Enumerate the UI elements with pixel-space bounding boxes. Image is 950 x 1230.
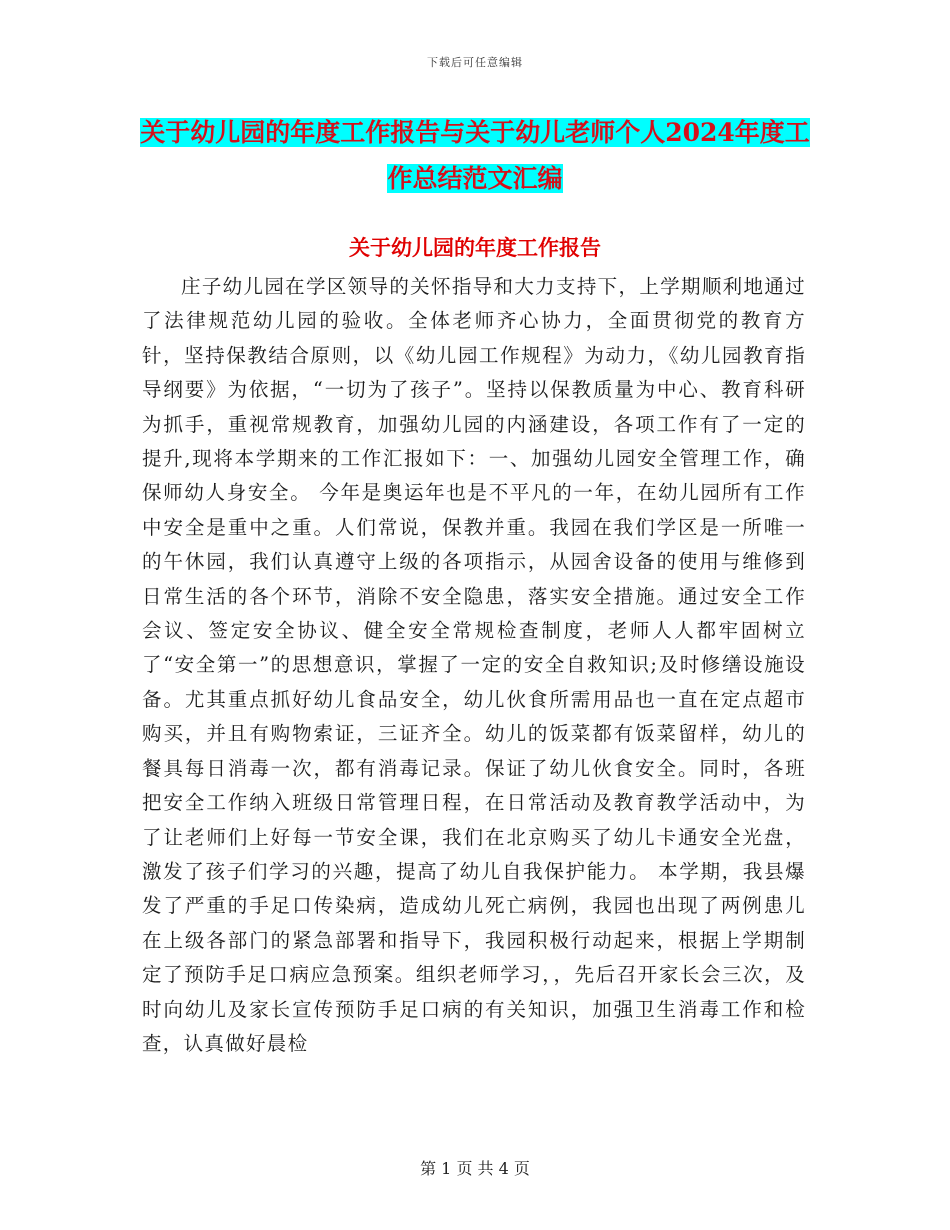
header-note: 下载后可任意编辑 xyxy=(427,56,523,69)
document-title xyxy=(140,110,810,202)
document-title-text: 关于幼儿园的年度工作报告与关于幼儿老师个人2024年度工作总结范文汇编 xyxy=(140,118,810,193)
section-title: 关于幼儿园的年度工作报告 xyxy=(349,235,601,260)
body-paragraph: 庄子幼儿园在学区领导的关怀指导和大力支持下，上学期顺利地通过了法律规范幼儿园的验收。全体老师齐心协力，全面贯彻党的教育方针，坚持保教结合原则，以《幼儿园工作规程》为动力，《幼儿园教育指导纲要》为依据，“一切为了孩子”。坚持以保教质量为中心、教育科研为抓手，重视常规教育，加强幼儿园的内涵建设，各项工作有了一定的提升,现将本学期来的工作汇报如下：一、加强幼儿园安全管理工作，确保师幼人身安全。 今年是奥运年也是不平凡的一年，在幼儿园所有工作中安全是重中之重。人们常说，保教并重。我园在我们学区是一所唯一的午休园，我们认真遵守上级的各项指示，从园舍设备的使用与维修到日常生活的各个环节，消除不安全隐患，落实安全措施。通过安全工作会议、签定安全协议、健全安全常规检查制度，老师人人都牢固树立了“安全第一”的思想意识，掌握了一定的安全自救知识;及时修缮设施设备。尤其重点抓好幼儿食品安全，幼儿伙食所需用品也一直在定点超市购买，并且有购物索证，三证齐全。幼儿的饭菜都有饭菜留样，幼儿的餐具每日消毒一次，都有消毒记录。保证了幼儿伙食安全。同时，各班把安全工作纳入班级日常管理日程，在日常活动及教育教学活动中，为了让老师们上好每一节安全课，我们在北京购买了幼儿卡通安全光盘，激发了孩子们学习的兴趣，提高了幼儿自我保护能力。 本学期，我县爆发了严重的手足口传染病，造成幼儿死亡病例，我园也出现了两例患儿在上级各部门的紧急部署和指导下，我园积极行动起来，根据上学期制定了预防手足口病应急预案。组织老师学习，，先后召开家长会三次，及时向幼儿及家长宣传预防手足口病的有关知识，加强卫生消毒工作和检查，认真做好晨检 xyxy=(142,275,806,1055)
page-number: 第 1 页 共 4 页 xyxy=(420,1159,530,1178)
